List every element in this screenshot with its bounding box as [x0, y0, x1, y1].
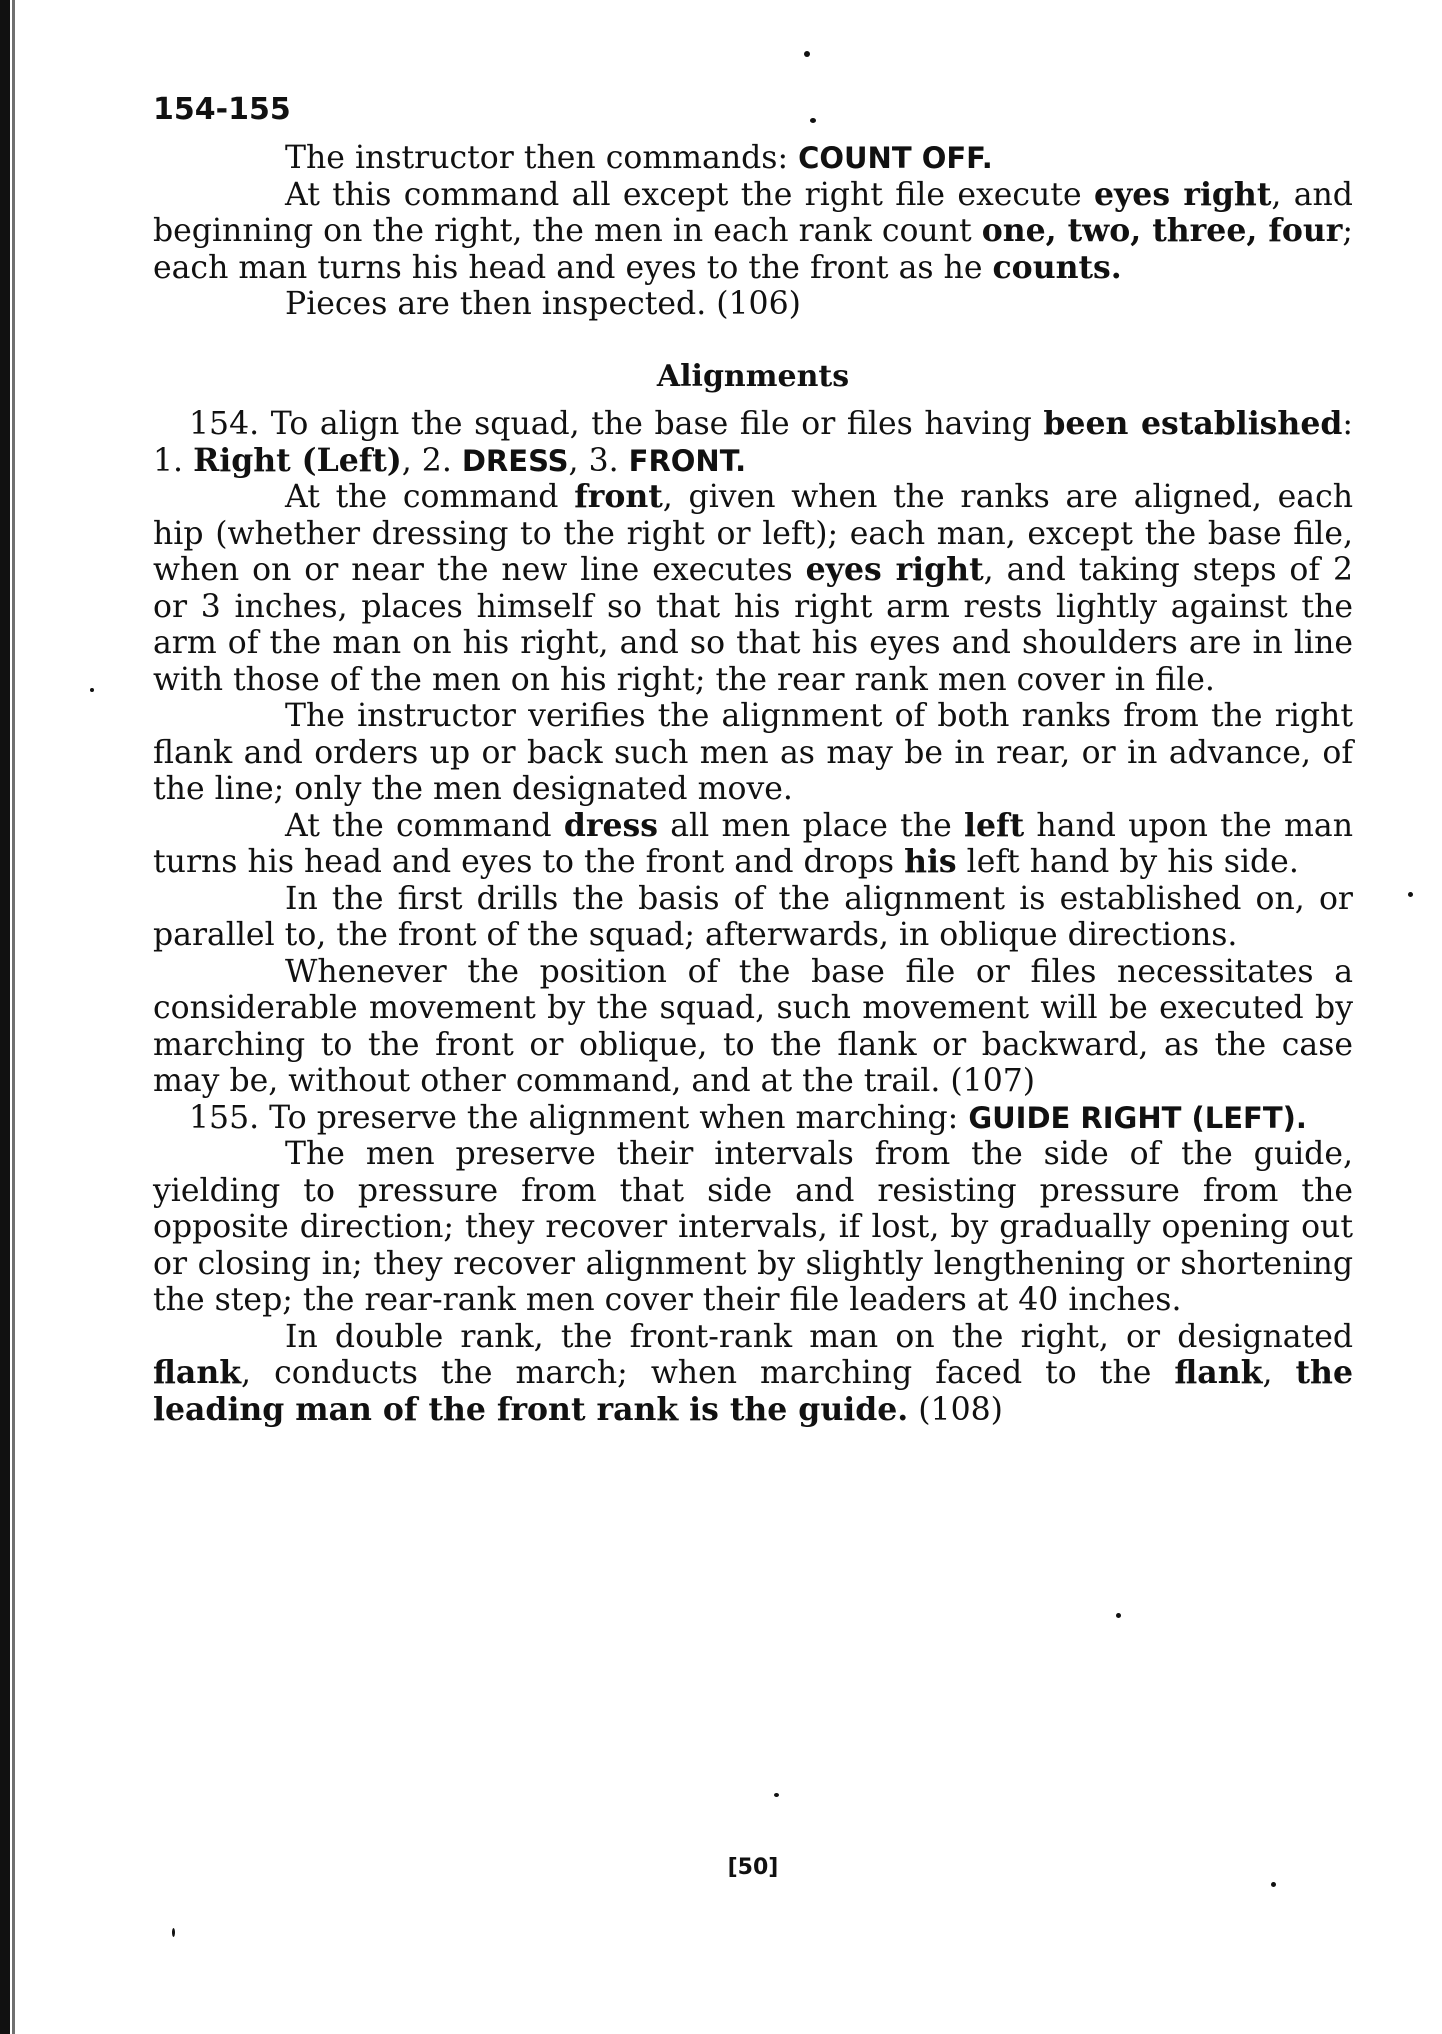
scan-speck [774, 1793, 779, 1797]
section-heading: Alignments [656, 358, 850, 394]
text-run: The instructor then commands: [285, 140, 799, 176]
text-run: all men place the [658, 807, 965, 844]
text-run: , and taking steps of 2 or 3 inches, places himself so that his right arm rests lightly against the arm of the man on his right, and so that his eyes and shoulders are in line with those of the men on his right; the rear rank men cover in file. [153, 552, 1353, 698]
bold-run: COUNT OFF. [798, 141, 993, 175]
scan-speck [1408, 892, 1413, 897]
text-run: At this command all except the right file execute [285, 176, 1094, 213]
scan-speck [804, 51, 810, 57]
bold-run: eyes right [1093, 175, 1272, 213]
paragraph-dress [153, 808, 1353, 881]
bold-run: his [904, 843, 957, 880]
paragraph-154 [153, 406, 1353, 479]
paragraph-verify [153, 698, 1353, 808]
paragraph-double-rank [153, 1319, 1353, 1429]
text-run: , conducts the march; when marching faced to the [241, 1355, 1175, 1391]
text-run: Whenever the position of the base file or files necessitates a considerable movement by the squad, such movement will be executed by marching to the front or oblique, to the flank or backward, as the case may be, without other command, and at the trail. (107) [153, 953, 1353, 1099]
bold-run: GUIDE RIGHT (LEFT). [968, 1100, 1307, 1135]
paragraph-whenever [153, 954, 1353, 1100]
bold-run: front [574, 478, 663, 515]
text-run: In double rank, the front-rank man on the right, or designated [285, 1318, 1353, 1355]
bold-run: Right (Left) [193, 441, 402, 479]
binding-edge [0, 0, 10, 2034]
bold-run: the leading man of the front rank is the guide. [153, 1354, 1353, 1428]
bold-run: been established [1043, 405, 1343, 442]
text-run: The men preserve their intervals from the side of the guide, yielding to pressure from that side and resisting pressure from the opposite direction; they recover intervals, if lost, by gradually opening out or closing in; they recover alignment by slightly lengthening or shortening the step; the rear-rank men cover their file leaders at 40 inches. [153, 1136, 1353, 1318]
page-header: 154-155 [153, 92, 291, 127]
scan-speck [810, 118, 816, 123]
paragraph-first-drills [153, 881, 1353, 954]
bold-run: flank [153, 1354, 242, 1391]
text-run: , given when the ranks are aligned, each hip (whether dressing to the right or left); each man, except the base file, when on or near the new line executes [153, 479, 1353, 588]
text-run: left hand by his side. [956, 844, 1299, 880]
paragraph-count-command [153, 177, 1353, 287]
bold-run: eyes right [805, 551, 984, 588]
bold-run: dress [563, 806, 658, 844]
text-run: 154. To align the squad, the base file or files having [189, 406, 1044, 442]
page-number: [50] [727, 1855, 779, 1880]
text-run: , [1262, 1355, 1296, 1391]
binding-shadow [12, 0, 15, 2034]
text-run: : 1. [153, 406, 1354, 479]
text-run: At the command [285, 807, 564, 844]
paragraph-155 [153, 1100, 1353, 1137]
scan-speck [90, 688, 94, 692]
text-run: (108) [908, 1391, 1003, 1428]
text-run: , 3. [568, 442, 629, 479]
bold-run: DRESS [461, 443, 569, 478]
paragraph-front [153, 479, 1353, 698]
paragraph-inspected [153, 286, 1353, 323]
scan-speck [172, 1928, 175, 1937]
bold-run: flank [1174, 1354, 1263, 1391]
text-run: , 2. [401, 442, 462, 479]
page-body [153, 140, 1353, 1428]
text-run: Pieces are then inspected. (106) [285, 286, 801, 322]
scan-speck [1271, 1882, 1276, 1887]
text-run: The instructor verifies the alignment of both ranks from the right flank and orders up or back such men as may be in rear, or in advance, of the line; only the men designated move. [153, 698, 1353, 807]
scan-speck [1116, 1613, 1121, 1618]
text-run: In the first drills the basis of the alignment is established on, or parallel to, the front of the squad; afterwards, in oblique directions. [153, 880, 1353, 953]
text-run: , and beginning on the right, the men in each rank count [153, 176, 1353, 249]
bold-run: FRONT. [628, 443, 747, 478]
text-run: hand upon the man turns his head and eyes to the front and drops [153, 807, 1353, 880]
bold-run: left [964, 806, 1025, 844]
paragraph-preserve [153, 1136, 1353, 1319]
text-run: 155. To preserve the alignment when marching: [189, 1099, 969, 1136]
paragraph-count-off [153, 140, 1353, 177]
bold-run: counts. [992, 248, 1122, 286]
text-run: At the command [285, 479, 575, 515]
text-run: ; each man turns his head and eyes to the front as he [153, 213, 1353, 286]
bold-run: one, two, three, four [981, 212, 1343, 249]
